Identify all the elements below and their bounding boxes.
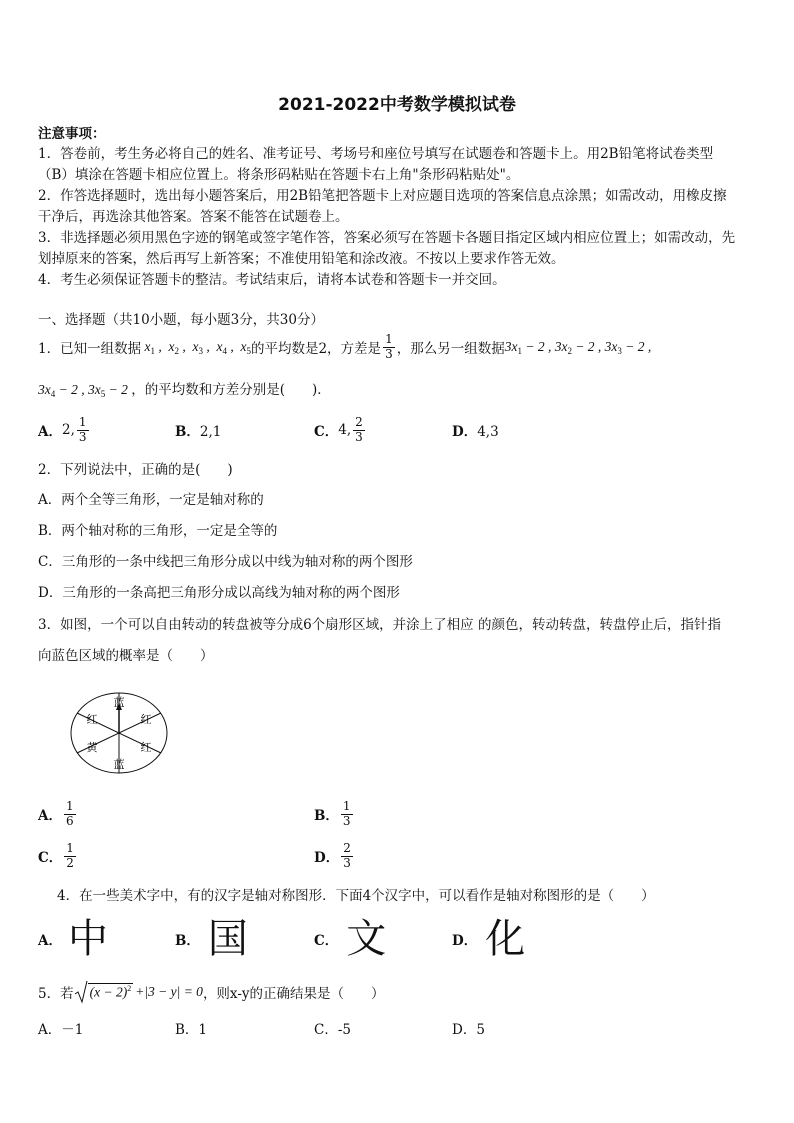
- radical-sign-icon: [74, 980, 88, 1004]
- q1-stem: [38, 330, 651, 364]
- q3-stem-line1: 3．如图，一个可以自由转动的转盘被等分成6个扇形区域，并涂上了相应 的颜色，转动转盘，转盘停止后，指针指: [38, 617, 721, 633]
- q1-data-vars: $x_1$ , $x_2$ , $x_3$ , $x_4$ , $x_5$: [141, 338, 251, 356]
- q3-stem-line2: 向蓝色区域的概率是（ ）: [38, 648, 214, 664]
- sector-label: 红: [86, 713, 98, 726]
- q1-new-data: $3x_1 - 2$ , $3x_2 - 2$ , $3x_3 - 2$ ,: [504, 338, 652, 356]
- radicand: $(x - 2)^2$: [89, 984, 132, 1000]
- q1-option-c[interactable]: C． 4, $\frac{2}{3}$: [314, 414, 363, 444]
- notice-line: 4．考生必须保证答题卡的整洁。考试结束后，请将本试卷和答题卡一并交回。: [38, 272, 506, 288]
- q4-stem: 4．在一些美术字中，有的汉字是轴对称图形．下面4个汉字中，可以看作是轴对称图形的是（ ）: [57, 888, 655, 904]
- q5-suffix: ，则x-y的正确结果是（ ）: [202, 986, 385, 1002]
- section-heading: 一、选择题（共10小题，每小题3分，共30分）: [38, 312, 324, 328]
- q1-option-d[interactable]: D．4,3: [452, 424, 499, 440]
- character-wen: 文: [346, 916, 387, 962]
- q2-stem: 2．下列说法中，正确的是( ): [38, 462, 233, 478]
- notice-line: 2．作答选择题时，选出每小题答案后，用2B铅笔把答题卡上对应题目选项的答案信息点涂黑；如需改动，用橡皮擦: [38, 188, 727, 204]
- notice-line: 3．非选择题必须用黑色字迹的钢笔或签字笔作答，答案必须写在答题卡各题目指定区域内相应位置上；如需改动，先: [38, 230, 736, 246]
- sector-label: 黄: [86, 741, 98, 754]
- sector-label: 蓝: [113, 758, 125, 771]
- q5-stem: 5．若 $(x - 2)^2$ +|3 − y| = 0 ，则x-y的正确结果是（ ）: [38, 978, 385, 1006]
- q1-option-a[interactable]: A． 2, $\frac{1}{3}$: [38, 414, 87, 444]
- q5-option-d[interactable]: D．5: [452, 1022, 485, 1038]
- notice-line: （B）填涂在答题卡相应位置上。将条形码粘贴在答题卡右上角"条形码粘贴处"。: [38, 167, 520, 183]
- q4-option-c[interactable]: C． 文: [314, 916, 387, 962]
- character-guo: 国: [207, 916, 248, 962]
- q1-prefix: 1．已知一组数据: [38, 341, 142, 357]
- q2-option-c[interactable]: C．三角形的一条中线把三角形分成以中线为轴对称的两个图形: [38, 554, 413, 570]
- sector-label: 红: [140, 713, 152, 726]
- q5-equation: +|3 − y| = 0: [135, 984, 203, 999]
- page-title: 2021-2022中考数学模拟试卷: [278, 95, 516, 115]
- q2-option-b[interactable]: B．两个轴对称的三角形，一定是全等的: [38, 523, 278, 539]
- q1-mid: 的平均数是2，方差是: [250, 341, 382, 357]
- q4-option-a[interactable]: A． 中: [38, 916, 108, 962]
- q1-line2: $3x_4 - 2$ , $3x_5 - 2$ ，的平均数和方差分别是( )．: [38, 382, 331, 399]
- q1-after: ，那么另一组数据: [396, 341, 505, 357]
- q1-variance-fraction: $\frac{1}{3}$: [385, 331, 393, 361]
- q4-option-d[interactable]: D． 化: [452, 916, 526, 962]
- notice-line: 1．答卷前，考生务必将自己的姓名、准考证号、考场号和座位号填写在试题卷和答题卡上。用2B铅笔将试卷类型: [38, 146, 714, 162]
- q3-option-a[interactable]: A． $\frac{1}{6}$: [38, 798, 74, 828]
- character-hua: 化: [485, 916, 526, 962]
- q5-option-c[interactable]: C．-5: [314, 1022, 351, 1038]
- q3-option-c[interactable]: C． $\frac{1}{2}$: [38, 840, 74, 870]
- notice-line: 划掉原来的答案，然后再写上新答案；不准使用铅笔和涂改液。不按以上要求作答无效。: [38, 251, 565, 267]
- sector-label: 蓝: [113, 696, 125, 709]
- q3-option-b[interactable]: B． $\frac{1}{3}$: [314, 798, 351, 828]
- notice-line: 干净后，再选涂其他答案。答案不能答在试题卷上。: [38, 209, 349, 225]
- q2-option-a[interactable]: A．两个全等三角形，一定是轴对称的: [38, 492, 264, 508]
- q4-option-b[interactable]: B． 国: [175, 916, 248, 962]
- q5-option-a[interactable]: A．－1: [38, 1022, 84, 1038]
- notice-heading: 注意事项：: [38, 126, 106, 142]
- sector-label: 红: [140, 741, 152, 754]
- spinner-wheel: [66, 690, 172, 776]
- q5-option-b[interactable]: B．1: [175, 1022, 208, 1038]
- q2-option-d[interactable]: D．三角形的一条高把三角形分成以高线为轴对称的两个图形: [38, 585, 400, 601]
- q1-option-b[interactable]: B．2,1: [175, 424, 222, 440]
- q3-option-d[interactable]: D． $\frac{2}{3}$: [314, 840, 351, 870]
- character-zhong: 中: [67, 916, 108, 962]
